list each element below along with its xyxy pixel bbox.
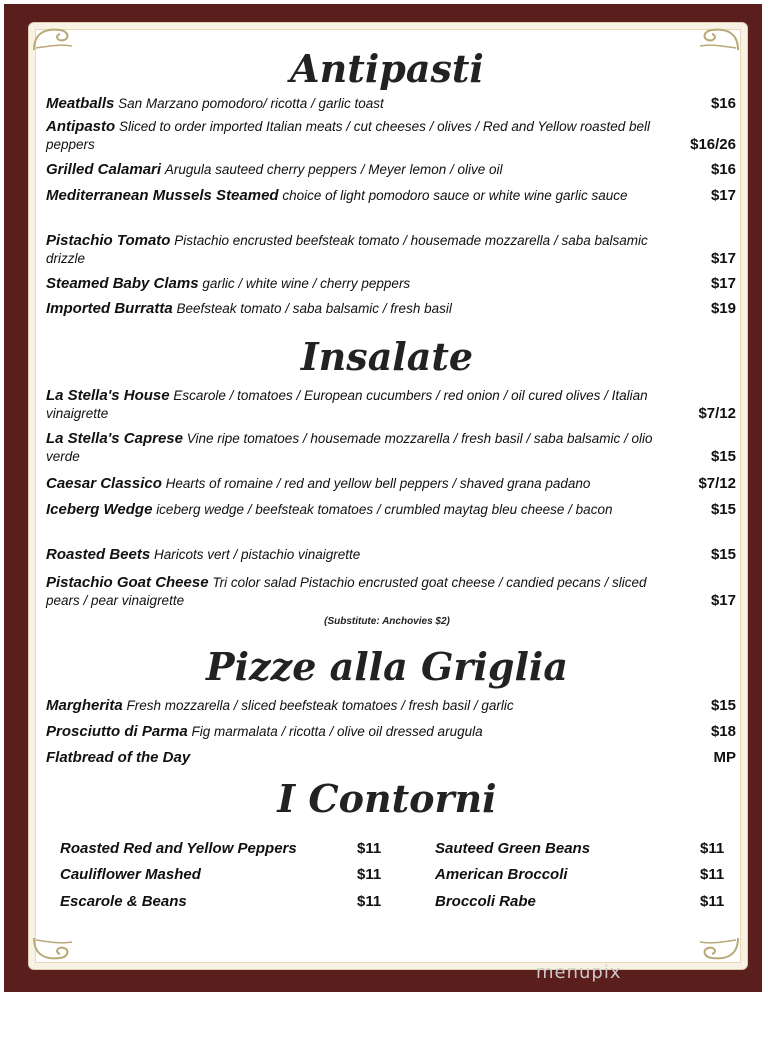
- side-dish-name: Sauteed Green Beans: [435, 840, 591, 857]
- item-price: $15: [710, 501, 736, 518]
- item-description: Sliced to order imported Italian meats / cut cheeses / olives / Red and Yellow roasted bell peppers: [46, 119, 650, 152]
- item-name: Caesar Classico: [46, 475, 162, 492]
- item-price: $19: [710, 300, 736, 317]
- item-description: Tri color salad Pistachio encrusted goat cheese / candied pecans / sliced pears / pear vinaigrette: [46, 575, 647, 608]
- item-description: choice of light pomodoro sauce or white wine garlic sauce: [282, 188, 628, 203]
- item-price: $15: [710, 697, 736, 714]
- item-price: $7/12: [698, 405, 736, 422]
- item-name: Roasted Beets: [46, 546, 151, 563]
- item-name: Iceberg Wedge: [46, 501, 153, 518]
- side-dish-price: $11: [357, 866, 382, 883]
- menu-item: [46, 232, 736, 268]
- section-title-pizze: Pizze alla Griglia: [206, 644, 568, 689]
- menu-item: [46, 723, 736, 741]
- item-price: $17: [710, 187, 736, 204]
- menu-item: [46, 430, 736, 466]
- section-title-contorni: I Contorni: [277, 776, 497, 821]
- item-price: $16: [710, 95, 736, 112]
- item-price: $7/12: [698, 475, 736, 492]
- item-name: Pistachio Goat Cheese: [46, 574, 209, 591]
- item-price: $16/26: [690, 136, 736, 153]
- side-dish-price: $11: [700, 893, 725, 910]
- item-name: Steamed Baby Clams: [46, 275, 199, 292]
- item-description: Fresh mozzarella / sliced beefsteak tomatoes / fresh basil / garlic: [126, 698, 514, 713]
- side-dish-name: Roasted Red and Yellow Peppers: [60, 840, 297, 857]
- menu-item: [46, 697, 736, 715]
- item-price: $18: [710, 723, 736, 740]
- item-description: garlic / white wine / cherry peppers: [202, 276, 411, 291]
- item-price: $15: [710, 546, 736, 563]
- menu-item: [46, 275, 736, 293]
- item-description: Fig marmalata / ricotta / olive oil dressed arugula: [191, 724, 483, 739]
- menu-item: [46, 475, 736, 493]
- menu-item: [46, 300, 736, 318]
- item-description: Vine ripe tomatoes / housemade mozzarella / fresh basil / saba balsamic / olio verde: [46, 431, 653, 464]
- menu-item: [46, 161, 736, 179]
- item-name: Imported Burratta: [46, 300, 173, 317]
- item-name: La Stella's House: [46, 387, 170, 404]
- item-price: $16: [710, 161, 736, 178]
- item-name: Margherita: [46, 697, 123, 714]
- item-price: $17: [710, 250, 736, 267]
- item-description: Arugula sauteed cherry peppers / Meyer lemon / olive oil: [164, 162, 503, 177]
- item-name: Antipasto: [46, 118, 116, 135]
- menu-item: [46, 501, 736, 519]
- item-name: Mediterranean Mussels Steamed: [46, 187, 279, 204]
- side-dish-name: Cauliflower Mashed: [60, 866, 201, 883]
- menu-item: [46, 187, 736, 205]
- menu-item: [46, 749, 736, 767]
- item-description: iceberg wedge / beefsteak tomatoes / crumbled maytag bleu cheese / bacon: [156, 502, 613, 517]
- menu-item: [46, 574, 736, 610]
- menu-item: [46, 118, 736, 154]
- side-dish-price: $11: [700, 840, 725, 857]
- section-title-insalate: Insalate: [300, 334, 474, 379]
- item-name: Meatballs: [46, 95, 115, 112]
- side-dish-name: Broccoli Rabe: [435, 893, 536, 910]
- item-name: Pistachio Tomato: [46, 232, 171, 249]
- item-description: Escarole / tomatoes / European cucumbers / red onion / oil cured olives / Italian vinaigrette: [46, 388, 648, 421]
- item-description: San Marzano pomodoro/ ricotta / garlic toast: [118, 96, 384, 111]
- side-dish-price: $11: [700, 866, 725, 883]
- item-name: Flatbread of the Day: [46, 749, 191, 766]
- item-price: $17: [710, 592, 736, 609]
- menu-item: [46, 387, 736, 423]
- side-dish-name: Escarole & Beans: [60, 893, 187, 910]
- menu-item: [46, 546, 736, 564]
- side-dish-price: $11: [357, 840, 382, 857]
- item-price: $15: [710, 448, 736, 465]
- item-description: Hearts of romaine / red and yellow bell peppers / shaved grana padano: [165, 476, 591, 491]
- item-description: Pistachio encrusted beefsteak tomato / housemade mozzarella / saba balsamic drizzle: [46, 233, 648, 266]
- side-dish-price: $11: [357, 893, 382, 910]
- corner-flourish-icon: [698, 934, 742, 964]
- item-name: Grilled Calamari: [46, 161, 162, 178]
- section-title-antipasti: Antipasti: [290, 46, 484, 91]
- item-description: Beefsteak tomato / saba balsamic / fresh basil: [176, 301, 452, 316]
- corner-flourish-icon: [30, 934, 74, 964]
- side-dish-name: American Broccoli: [435, 866, 568, 883]
- menu-item: [46, 95, 736, 113]
- item-price: $17: [710, 275, 736, 292]
- substitution-note: (Substitute: Anchovies $2): [324, 616, 450, 627]
- item-price: MP: [713, 749, 736, 766]
- item-name: Prosciutto di Parma: [46, 723, 188, 740]
- watermark-logo: menupix: [536, 962, 622, 983]
- item-name: La Stella's Caprese: [46, 430, 183, 447]
- item-description: Haricots vert / pistachio vinaigrette: [153, 547, 361, 562]
